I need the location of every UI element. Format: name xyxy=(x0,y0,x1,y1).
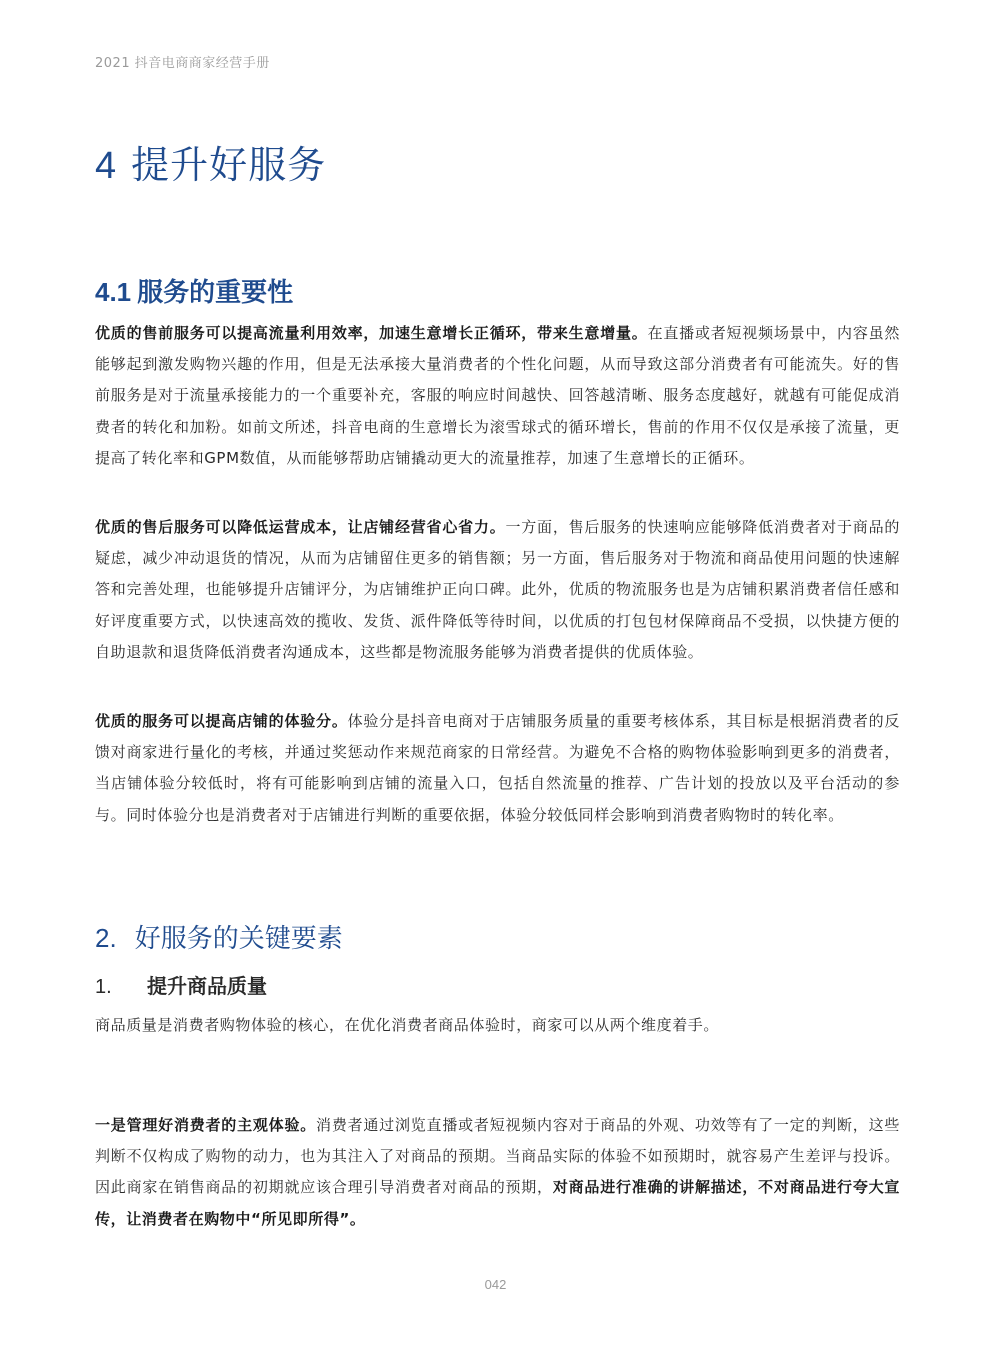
running-header: 2021 抖音电商商家经营手册 xyxy=(95,56,270,71)
paragraph-experience-score xyxy=(95,706,900,831)
paragraph-body: 消费者通过浏览直播或者短视频内容对于商品的外观、功效等有了一定的判断，这些判断不仅构成了购物的动力，也为其注入了对商品的预期。当商品实际的体验不如预期时，就容易产生差评与投诉。因此商家在销售商品的初期就应该合理引导消费者对商品的预期， xyxy=(95,1116,900,1197)
page-number: 042 xyxy=(484,1277,507,1292)
paragraph-body: 在直播或者短视频场景中，内容虽然能够起到激发购物兴趣的作用，但是无法承接大量消费者的个性化问题，从而导致这部分消费者有可能流失。好的售前服务是对于流量承接能力的一个重要补充，客服的响应时间越快、回答越清晰、服务态度越好，就越有可能促成消费者的转化和加粉。如前文所述，抖音电商的生意增长为滚雪球式的循环增长，售前的作用不仅仅是承接了流量，更提高了转化率和GPM数值，从而能够帮助店铺撬动更大的流量推荐，加速了生意增长的正循环。 xyxy=(95,324,900,467)
section-heading-4-1 xyxy=(95,272,293,309)
section-title-text: 服务的重要性 xyxy=(137,278,294,308)
paragraph-aftersale-service xyxy=(95,512,900,668)
paragraph-lead: 优质的售前服务可以提高流量利用效率，加速生意增长正循环，带来生意增量。 xyxy=(95,324,648,342)
paragraph-body: 体验分是抖音电商对于店铺服务质量的重要考核体系，其目标是根据消费者的反馈对商家进行量化的考核，并通过奖惩动作来规范商家的日常经营。为避免不合格的购物体验影响到更多的消费者，当店铺体验分较低时，将有可能影响到店铺的流量入口，包括自然流量的推荐、广告计划的投放以及平台活动的参与。同时体验分也是消费者对于店铺进行判断的重要依据，体验分较低同样会影响到消费者购物时的转化率。 xyxy=(95,712,900,824)
paragraph-emphasis: 对商品进行准确的讲解描述，不对商品进行夸大宣传，让消费者在购物中“所见即所得”。 xyxy=(95,1178,901,1228)
section-heading-2 xyxy=(95,918,343,955)
paragraph-lead: 优质的服务可以提高店铺的体验分。 xyxy=(95,712,348,730)
paragraph-lead: 一是管理好消费者的主观体验。 xyxy=(95,1116,317,1134)
paragraph-body: 一方面，售后服务的快速响应能够降低消费者对于商品的疑虑，减少冲动退货的情况，从而为店铺留住更多的销售额；另一方面，售后服务对于物流和商品使用问题的快速解答和完善处理，也能够提升店铺评分，为店铺维护正向口碑。此外，优质的物流服务也是为店铺积累消费者信任感和好评度重要方式，以快速高效的揽收、发货、派件降低等待时间，以优质的打包包材保障商品不受损，以快捷方便的自助退款和退货降低消费者沟通成本，这些都是物流服务能够为消费者提供的优质体验。 xyxy=(95,518,900,661)
subsection-title-text: 提升商品质量 xyxy=(147,974,267,998)
chapter-title-text: 提升好服务 xyxy=(131,143,327,187)
paragraph-lead: 优质的售后服务可以降低运营成本，让店铺经营省心省力。 xyxy=(95,518,506,536)
chapter-number: 4 xyxy=(95,145,118,187)
section-number: 2. xyxy=(95,923,117,953)
chapter-title xyxy=(95,134,326,189)
section-number: 4.1 xyxy=(95,277,132,307)
paragraph-subjective-experience xyxy=(95,1110,900,1235)
paragraph-quality-intro: 商品质量是消费者购物体验的核心，在优化消费者商品体验时，商家可以从两个维度着手。 xyxy=(95,1016,720,1034)
section-title-text: 好服务的关键要素 xyxy=(134,924,343,954)
paragraph-presale-service xyxy=(95,318,900,474)
subsection-heading xyxy=(95,970,267,999)
subsection-number: 1. xyxy=(95,976,112,998)
